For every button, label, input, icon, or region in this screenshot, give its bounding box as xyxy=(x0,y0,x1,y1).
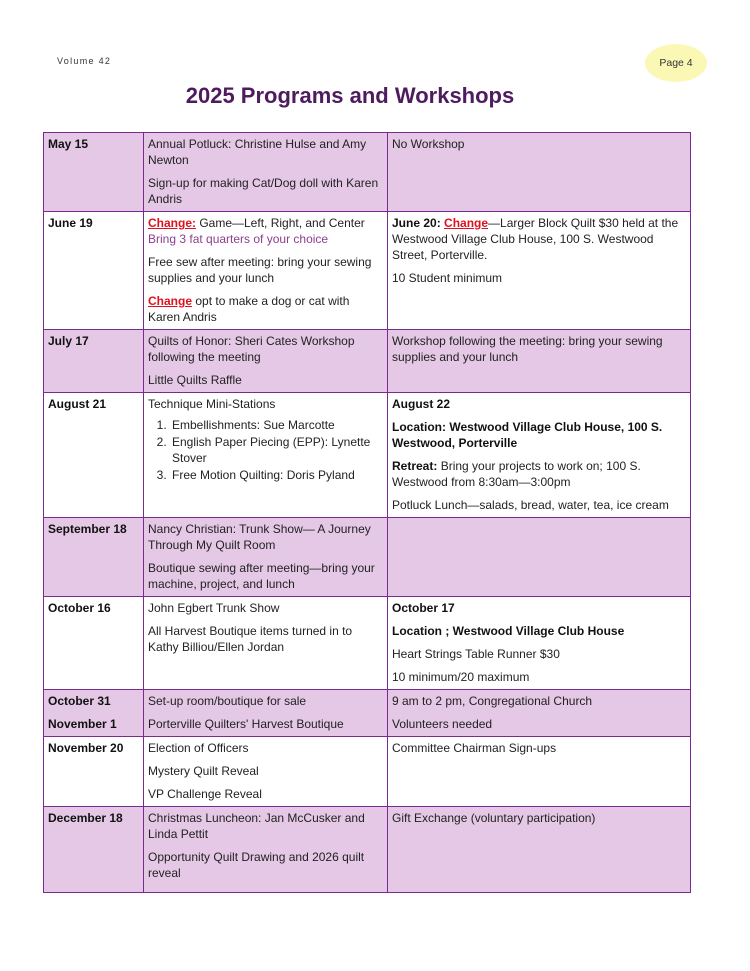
program-text: opt to make a dog or cat with Karen Andris xyxy=(148,294,350,324)
program-cell xyxy=(144,737,388,807)
workshop-line: No Workshop xyxy=(392,137,465,151)
workshop-line: 9 am to 2 pm, Congregational Church xyxy=(392,694,593,708)
change-label: Change: xyxy=(148,216,196,230)
list-item: 3. Free Motion Quilting: Doris Pyland xyxy=(170,467,383,483)
workshop-line: Potluck Lunch—salads, bread, water, tea, ice cream xyxy=(392,498,669,512)
program-line: Annual Potluck: Christine Hulse and Amy Newton xyxy=(148,137,367,167)
program-line: Opportunity Quilt Drawing and 2026 quilt reveal xyxy=(148,850,365,880)
date-cell xyxy=(44,133,144,212)
date-cell xyxy=(44,690,144,737)
program-line: Free sew after meeting: bring your sewing supplies and your lunch xyxy=(148,255,372,285)
date-cell xyxy=(44,330,144,393)
workshop-cell xyxy=(388,212,691,330)
date-label: December 18 xyxy=(48,811,123,825)
date-label: October 16 xyxy=(48,601,111,615)
workshop-cell xyxy=(388,597,691,690)
stations-list xyxy=(148,417,383,483)
workshop-text: Bring your projects to work on; 100 S. Westwood from 8:30am—3:00pm xyxy=(392,459,641,489)
program-cell xyxy=(144,330,388,393)
page-title: 2025 Programs and Workshops xyxy=(185,83,515,108)
program-cell xyxy=(144,518,388,597)
volume-label: Volume 42 xyxy=(57,56,112,66)
retreat-label: Retreat: xyxy=(392,459,438,473)
table-row-november-20 xyxy=(44,737,691,807)
table-row-july-17 xyxy=(44,330,691,393)
table-row-december-18 xyxy=(44,807,691,893)
program-line: Little Quilts Raffle xyxy=(148,373,242,387)
change-label: Change xyxy=(148,294,193,308)
workshop-cell xyxy=(388,737,691,807)
program-cell xyxy=(144,597,388,690)
date-cell xyxy=(44,518,144,597)
program-line: VP Challenge Reveal xyxy=(148,787,262,801)
program-line: Mystery Quilt Reveal xyxy=(148,764,259,778)
date-label: September 18 xyxy=(48,522,127,536)
workshop-date: October 17 xyxy=(392,601,455,615)
page-number-badge: Page 4 xyxy=(645,44,707,82)
workshop-cell xyxy=(388,690,691,737)
workshop-date: August 22 xyxy=(392,397,451,411)
workshop-location: Location ; Westwood Village Club House xyxy=(392,624,625,638)
table-row-june-19 xyxy=(44,212,691,330)
workshop-line: Committee Chairman Sign-ups xyxy=(392,741,557,755)
workshop-line: 10 Student minimum xyxy=(392,271,503,285)
program-line: All Harvest Boutique items turned in to Kathy Billiou/Ellen Jordan xyxy=(148,624,353,654)
program-line: Election of Officers xyxy=(148,741,249,755)
date-label: June 19 xyxy=(48,216,93,230)
table-row-october-31 xyxy=(44,690,691,737)
workshop-line: 10 minimum/20 maximum xyxy=(392,670,530,684)
list-item: 1. Embellishments: Sue Marcotte xyxy=(170,417,383,433)
program-text: Game—Left, Right, and Center xyxy=(196,216,365,230)
programs-table xyxy=(43,132,691,893)
date-cell xyxy=(44,597,144,690)
workshop-line: Volunteers needed xyxy=(392,717,493,731)
workshop-line xyxy=(392,215,686,263)
table-row-september-18 xyxy=(44,518,691,597)
table-row-august-21 xyxy=(44,393,691,518)
workshop-cell xyxy=(388,393,691,518)
date-label: May 15 xyxy=(48,137,89,151)
program-cell xyxy=(144,807,388,893)
workshop-location: Location: Westwood Village Club House, 100 S. Westwood, Porterville xyxy=(392,420,663,450)
program-line xyxy=(148,215,383,231)
workshop-text: —Larger Block Quilt $30 held at the Westwood Village Club House, 100 S. Westwood Street, Porterville. xyxy=(392,216,679,262)
program-line: John Egbert Trunk Show xyxy=(148,601,280,615)
program-line xyxy=(148,293,383,325)
workshop-cell xyxy=(388,807,691,893)
workshop-line xyxy=(392,458,686,490)
program-line: Bring 3 fat quarters of your choice xyxy=(148,232,329,246)
table-row-october-16 xyxy=(44,597,691,690)
date-label: November 20 xyxy=(48,741,124,755)
date-label: July 17 xyxy=(48,334,89,348)
workshop-cell xyxy=(388,518,691,597)
date-label: October 31 xyxy=(48,694,111,708)
workshop-cell xyxy=(388,330,691,393)
date-cell xyxy=(44,807,144,893)
program-line: Christmas Luncheon: Jan McCusker and Linda Pettit xyxy=(148,811,365,841)
program-cell xyxy=(144,133,388,212)
date-cell xyxy=(44,393,144,518)
program-line: Nancy Christian: Trunk Show— A Journey Through My Quilt Room xyxy=(148,522,371,552)
table-row-may-15 xyxy=(44,133,691,212)
program-line: Porterville Quilters' Harvest Boutique xyxy=(148,717,344,731)
change-label: Change xyxy=(444,216,489,230)
program-cell xyxy=(144,690,388,737)
program-cell xyxy=(144,393,388,518)
workshop-line: Workshop following the meeting: bring your sewing supplies and your lunch xyxy=(392,334,663,364)
workshop-line: Heart Strings Table Runner $30 xyxy=(392,647,560,661)
date-label: November 1 xyxy=(48,717,117,731)
date-cell xyxy=(44,212,144,330)
workshop-date: June 20: xyxy=(392,216,445,230)
program-line: Sign-up for making Cat/Dog doll with Karen Andris xyxy=(148,176,379,206)
date-label: August 21 xyxy=(48,397,107,411)
program-cell xyxy=(144,212,388,330)
program-line: Boutique sewing after meeting—bring your machine, project, and lunch xyxy=(148,561,375,591)
program-line: Quilts of Honor: Sheri Cates Workshop following the meeting xyxy=(148,334,355,364)
list-item: 2. English Paper Piecing (EPP): Lynette Stover xyxy=(170,434,383,466)
workshop-cell xyxy=(388,133,691,212)
date-cell xyxy=(44,737,144,807)
program-line: Set-up room/boutique for sale xyxy=(148,694,307,708)
program-line: Technique Mini-Stations xyxy=(148,397,276,411)
workshop-line: Gift Exchange (voluntary participation) xyxy=(392,811,596,825)
